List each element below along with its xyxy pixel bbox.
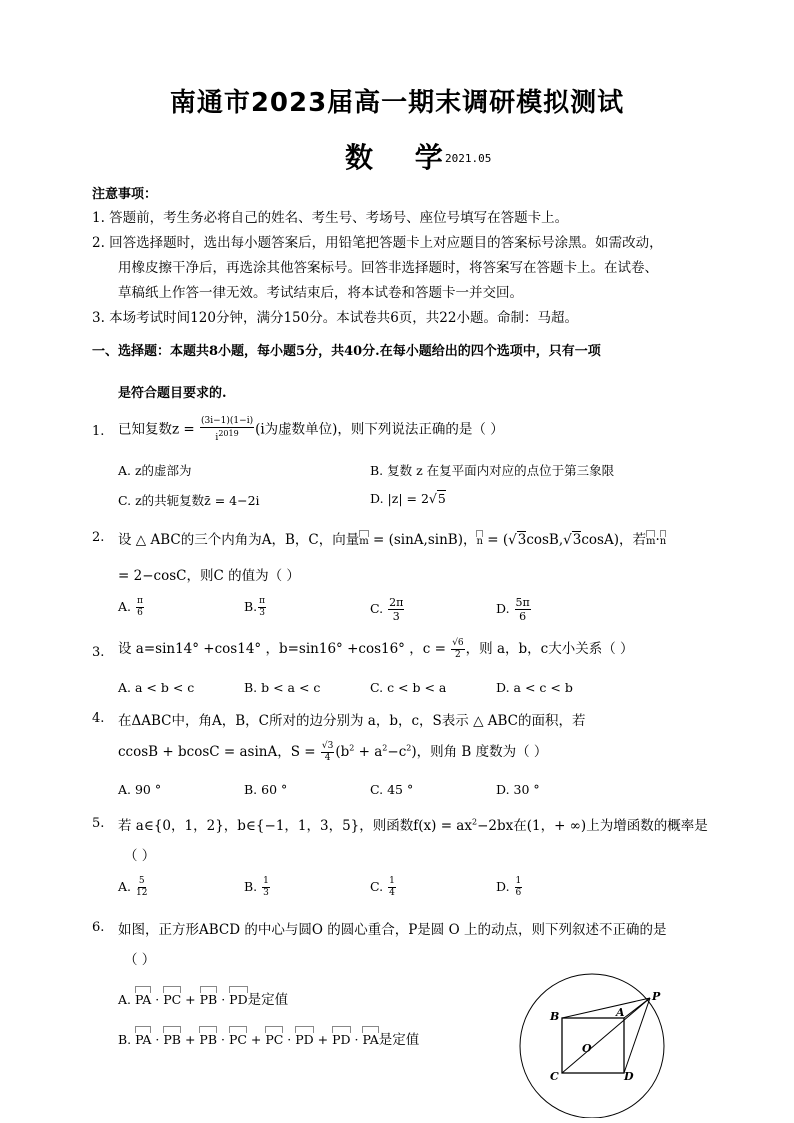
question-5-stem-cont: （ ） <box>124 848 156 864</box>
section-heading-cont: 是符合题目要求的. <box>118 386 227 401</box>
q2-option-c: C. $\frac{2\pi}{3}$ <box>370 596 404 623</box>
label-b: B <box>550 1010 560 1023</box>
q4-option-d: D. 30 ° <box>496 782 540 797</box>
label-p: P <box>652 990 661 1003</box>
section-heading: 一、选择题：本题共8小题，每小题5分，共40分.在每小题给出的四个选项中，只有一项 <box>92 344 601 359</box>
notice-heading: 注意事项： <box>92 187 158 202</box>
circle-o <box>520 974 664 1118</box>
label-d: D <box>624 1070 634 1083</box>
geometry-figure <box>510 968 675 1118</box>
q1-option-c: C. z的共轭复数z̄ = 4−2i <box>118 493 260 508</box>
q3-option-d: D. a < c < b <box>496 680 573 695</box>
notice-item-2-cont: 用橡皮擦干净后，再选涂其他答案标号。回答非选择题时，将答案写在答题卡上。在试卷、 <box>118 260 658 276</box>
q3-option-b: B. b < a < c <box>244 680 321 695</box>
question-number: 5. <box>92 816 105 831</box>
question-4-stem: 在ΔABC中，角A，B，C所对的边分别为 a，b，c，S表示 △ ABC的面积，若 <box>118 713 586 729</box>
question-5-stem: 若 a∈{0，1，2}，b∈{−1，1，3，5}，则函数$f(x) = ax^2-2bx$在(1，+ ∞)上为增函数的概率是 <box>118 817 708 834</box>
notice-item-3: 3. 本场考试时间120分钟，满分150分。本试卷共6页，共22小题。命制：马超。 <box>92 310 578 326</box>
q1-option-b: B. 复数 z 在复平面内对应的点位于第三象限 <box>370 463 615 478</box>
question-4-stem-cont: ccosB + bcosC = asinA，S = $\frac{√3}{4}$ $(b^2 + a^2-c^2)$，则角 B 度数为（ ） <box>118 741 548 763</box>
question-number: 2. <box>92 530 105 545</box>
q1-option-a: A. z的虚部为 <box>118 463 192 478</box>
q6-option-b: B. PA · PB + PB · PC + PC · PD + PD · PA是定值 <box>118 1032 420 1048</box>
q4-option-b: B. 60 ° <box>244 782 288 797</box>
q4-option-a: A. 90 ° <box>118 782 162 797</box>
question-number: 4. <box>92 711 105 726</box>
q2-option-a: A. $\frac{\pi}{6}$ <box>118 596 143 618</box>
q1-option-d: D. |z| = 2√5 <box>370 491 446 506</box>
question-1-stem: 已知复数z = $\frac{(3i-1)(1-i)}{i2019}$ (i为虚数单位)，则下列说法正确的是（ ） <box>118 416 504 443</box>
question-6-stem: 如图，正方形ABCD 的中心与圆O 的圆心重合，P是圆 O 上的动点，则下列叙述不正确的是 <box>118 922 667 938</box>
q6-option-a: A. PA · PC + PB · PD是定值 <box>118 992 289 1008</box>
question-number: 6. <box>92 920 105 935</box>
q5-option-c: C. $\frac{1}{4}$ <box>370 876 395 898</box>
label-c: C <box>550 1070 559 1083</box>
notice-item-2-cont: 草稿纸上作答一律无效。考试结束后，将本试卷和答题卡一并交回。 <box>118 285 523 301</box>
q5-option-d: D. $\frac{1}{6}$ <box>496 876 522 898</box>
exam-date: 2021.05 <box>445 152 492 165</box>
question-3-stem: 设 a=sin14° +cos14° ，b=sin16° +cos16° ，c = $\frac{√6}{2}$ ，则 a，b，c大小关系（ ） <box>118 638 634 660</box>
notice-item-1: 1. 答题前，考生务必将自己的姓名、考生号、考场号、座位号填写在答题卡上。 <box>92 210 569 226</box>
label-o: O <box>582 1042 592 1055</box>
question-number: 3. <box>92 645 105 660</box>
q2-option-b: B. $\frac{\pi}{3}$ <box>244 596 266 618</box>
q3-option-c: C. c < b < a <box>370 680 447 695</box>
subject-title: 数 学 <box>345 141 459 174</box>
page-title: 南通市2023届高一期末调研模拟测试 <box>169 88 625 118</box>
question-2-stem: 设 △ ABC的三个内角为A，B，C，向量m = (sinA,sinB)，n = (√3cosB,√3cosA)，若m·n <box>118 532 667 548</box>
question-number: 1. <box>92 424 105 439</box>
question-2-stem-cont: = 2−cosC，则C 的值为（ ） <box>118 568 300 584</box>
q2-option-d: D. $\frac{5\pi}{6}$ <box>496 596 530 623</box>
q4-option-c: C. 45 ° <box>370 782 414 797</box>
notice-item-2: 2. 回答选择题时，选出每小题答案后，用铅笔把答题卡上对应题目的答案标号涂黑。如需改动， <box>92 235 663 251</box>
q3-option-a: A. a < b < c <box>118 680 195 695</box>
q5-option-b: B. $\frac{1}{3}$ <box>244 876 269 898</box>
question-6-stem-cont: （ ） <box>124 952 156 968</box>
label-a: A <box>616 1006 625 1019</box>
q5-option-a: A. $\frac{5}{12}$ <box>118 876 148 898</box>
